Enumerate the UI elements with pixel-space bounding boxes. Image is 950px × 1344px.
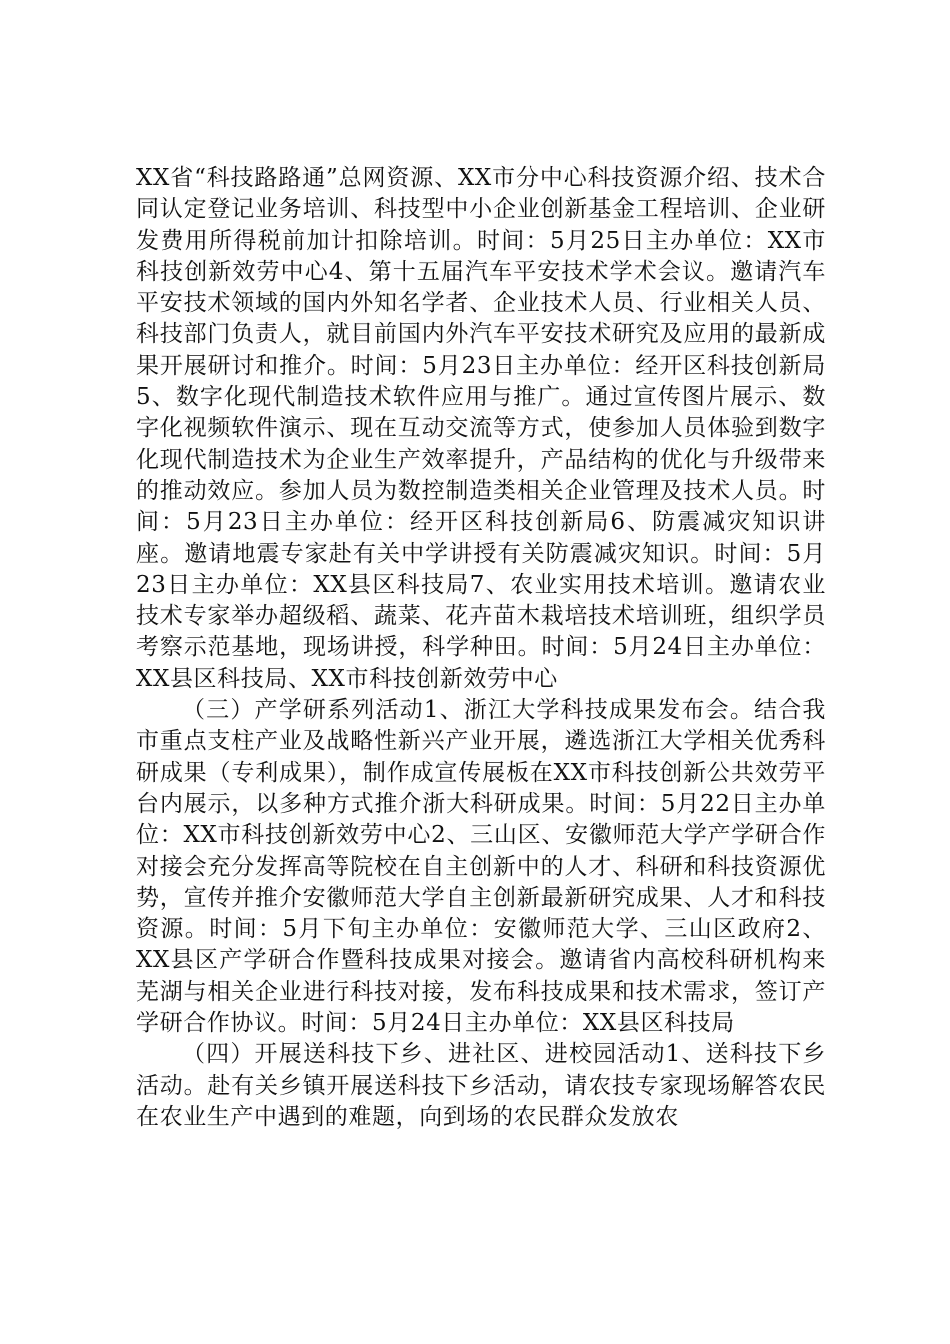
- document-body: [136, 163, 826, 1133]
- paragraph-activities-continued: XX省“科技路路通”总网资源、XX市分中心科技资源介绍、技术合同认定登记业务培训、科技型中小企业创新基金工程培训、企业研发费用所得税前加计扣除培训。时间：5月25日主办单位：XX市科技创新效劳中心4、第十五届汽车平安技术学术会议。邀请汽车平安技术领域的国内外知名学者、企业技术人员、行业相关人员、科技部门负责人，就目前国内外汽车平安技术研究及应用的最新成果开展研讨和推介。时间：5月23日主办单位：经开区科技创新局5、数字化现代制造技术软件应用与推广。通过宣传图片展示、数字化视频软件演示、现在互动交流等方式，使参加人员体验到数字化现代制造技术为企业生产效率提升，产品结构的优化与升级带来的推动效应。参加人员为数控制造类相关企业管理及技术人员。时间：5月23日主办单位：经开区科技创新局6、防震减灾知识讲座。邀请地震专家赴有关中学讲授有关防震减灾知识。时间：5月23日主办单位：XX县区科技局7、农业实用技术培训。邀请农业技术专家举办超级稻、蔬菜、花卉苗木栽培技术培训班，组织学员考察示范基地，现场讲授，科学种田。时间：5月24日主办单位：XX县区科技局、XX市科技创新效劳中心: [136, 165, 826, 692]
- paragraph-industry-university-research: （三）产学研系列活动1、浙江大学科技成果发布会。结合我市重点支柱产业及战略性新兴产业开展，遴选浙江大学相关优秀科研成果（专利成果），制作成宣传展板在XX市科技创新公共效劳平台内展示，以多种方式推介浙大科研成果。时间：5月22日主办单位：XX市科技创新效劳中心2、三山区、安徽师范大学产学研合作对接会充分发挥高等院校在自主创新中的人才、科研和科技资源优势，宣传并推介安徽师范大学自主创新最新研究成果、人才和科技资源。时间：5月下旬主办单位：安徽师范大学、三山区政府2、XX县区产学研合作暨科技成果对接会。邀请省内高校科研机构来芜湖与相关企业进行科技对接，发布科技成果和技术需求，签订产学研合作协议。时间：5月24日主办单位：XX县区科技局: [136, 697, 826, 1037]
- paragraph-science-to-countryside: （四）开展送科技下乡、进社区、进校园活动1、送科技下乡活动。赴有关乡镇开展送科技下乡活动，请农技专家现场解答农民在农业生产中遇到的难题，向到场的农民群众发放农: [136, 1041, 826, 1130]
